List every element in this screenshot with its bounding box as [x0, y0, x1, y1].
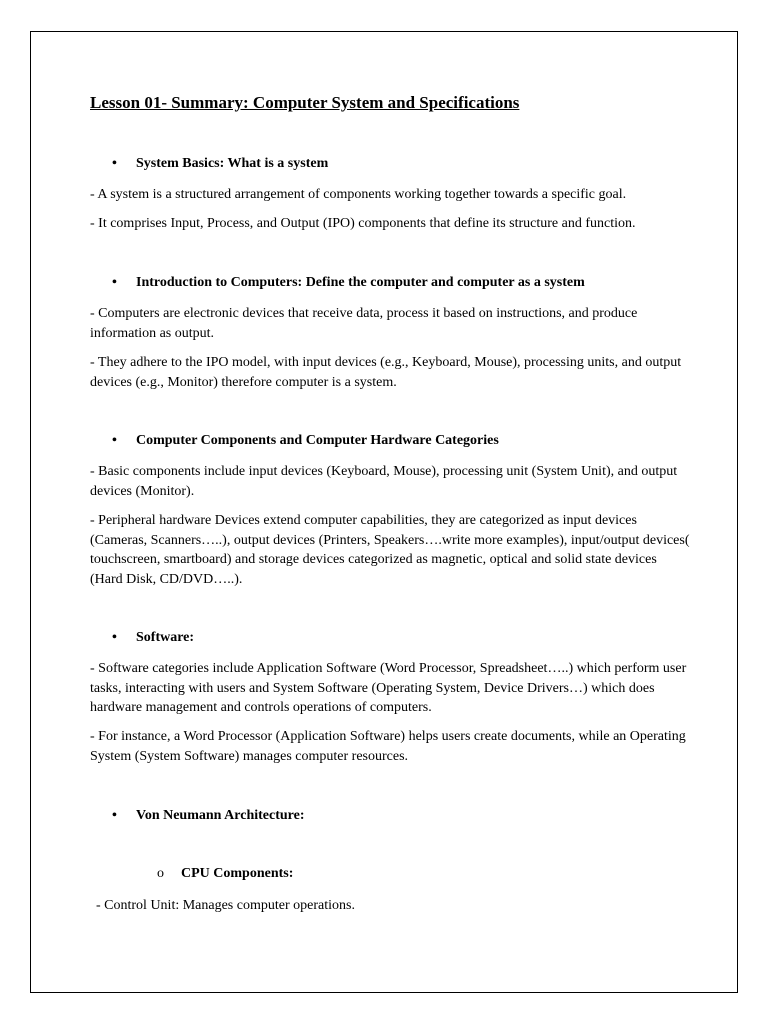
section-heading-text: Computer Components and Computer Hardware Categories [136, 433, 499, 448]
section-heading-components [112, 433, 499, 449]
section-heading-text: Software: [136, 630, 195, 645]
section-heading-software [112, 630, 194, 646]
section-heading-system-basics [112, 156, 328, 172]
paragraph: - A system is a structured arrangement of components working together towards a specific goal. [90, 187, 627, 202]
paragraph: - Control Unit: Manages computer operations. [96, 898, 355, 913]
paragraph: - Peripheral hardware Devices extend computer capabilities, they are categorized as input devices (Cameras, Scanners…..), output devices (Printers, Speakers….write more examples), input/output devices( touchscreen, smartboard) and storage devices categorized as magnetic, optical and solid state devices (Hard Disk, CD/DVD…..). [90, 513, 690, 587]
section-heading-intro-computers [112, 275, 585, 291]
section-heading-text: Von Neumann Architecture: [136, 808, 305, 823]
subheading-cpu-components [157, 866, 293, 882]
paragraph: - It comprises Input, Process, and Output (IPO) components that define its structure and function. [90, 216, 636, 231]
paragraph: - They adhere to the IPO model, with input devices (e.g., Keyboard, Mouse), processing units, and output devices (e.g., Monitor) therefore computer is a system. [90, 355, 682, 390]
document-title: Lesson 01- Summary: Computer System and Specifications [90, 93, 520, 112]
bullet-icon: • [112, 630, 117, 645]
bullet-icon: • [112, 808, 117, 823]
section-heading-text: System Basics: What is a system [136, 156, 329, 171]
subheading-text: CPU Components: [181, 866, 294, 881]
hollow-bullet-icon: o [157, 866, 164, 881]
paragraph: - For instance, a Word Processor (Application Software) helps users create documents, while an Operating System (System Software) manages computer resources. [90, 729, 686, 764]
bullet-icon: • [112, 275, 117, 290]
bullet-icon: • [112, 433, 117, 448]
paragraph: - Basic components include input devices (Keyboard, Mouse), processing unit (System Unit), and output devices (Monitor). [90, 464, 678, 499]
section-heading-von-neumann [112, 808, 305, 824]
paragraph: - Software categories include Application Software (Word Processor, Spreadsheet…..) which perform user tasks, interacting with users and System Software (Operating System, Device Drivers…) which does hardware management and controls operations of computers. [90, 661, 687, 715]
bullet-icon: • [112, 156, 117, 171]
section-heading-text: Introduction to Computers: Define the computer and computer as a system [136, 275, 585, 290]
paragraph: - Computers are electronic devices that receive data, process it based on instructions, and produce information as output. [90, 306, 638, 341]
